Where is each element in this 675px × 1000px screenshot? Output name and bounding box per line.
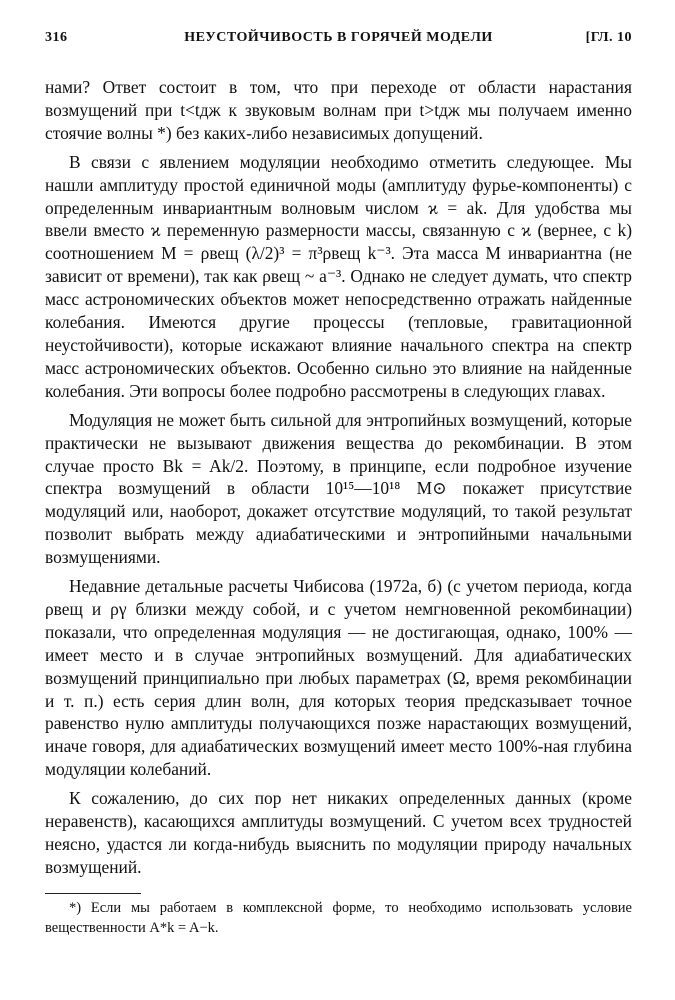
book-page bbox=[45, 30, 632, 938]
running-title: НЕУСТОЙЧИВОСТЬ В ГОРЯЧЕЙ МОДЕЛИ bbox=[184, 30, 493, 45]
page-number: 316 bbox=[45, 30, 68, 45]
paragraph-4: Недавние детальные расчеты Чибисова (1972а, б) (с учетом периода, когда ρвещ и ργ близки между собой, и с учетом немгновенной рекомбинации) показали, что определенная модуляция — не достигающая, однако, 100% — имеет место и в случае энтропийных возмущений. Для адиабатических возмущений принципиально при любых параметрах (Ω, время рекомбинации и т. п.) есть серия длин волн, для которых теория предсказывает точное равенство нулю амплитуды получающихся позже нарастающих возмущений, иначе говоря, для адиабатических возмущений имеет место 100%-ная глубина модуляции колебаний. bbox=[45, 576, 632, 780]
chapter-label: [ГЛ. 10 bbox=[585, 30, 632, 45]
paragraph-1: нами? Ответ состоит в том, что при переходе от области нарастания возмущений при t<tдж к звуковым волнам при t>tдж мы получаем именно стоячие волны *) без каких-либо независимых допущений. bbox=[45, 77, 632, 143]
footnote-separator bbox=[45, 893, 141, 894]
paragraph-2: В связи с явлением модуляции необходимо отметить следующее. Мы нашли амплитуду простой единичной моды (амплитуду фурье-компоненты) с определенным инвариантным волновым числом ϰ = ak. Для удобства мы ввели вместо ϰ переменную размерности массы, связанную с ϰ (вернее, с k) соотношением M = ρвещ (λ/2)³ = π³ρвещ k⁻³. Эта масса M инвариантна (не зависит от времени), так как ρвещ ~ a⁻³. Однако не следует думать, что спектр масс астрономических объектов может непосредственно отражать найденные колебания. Имеются другие процессы (тепловые, гравитационной неустойчивости), которые искажают влияние начального спектра на спектр масс астрономических объектов. Особенно сильно это влияние на найденные колебания. Эти вопросы более подробно рассмотрены в следующих главах. bbox=[45, 151, 632, 401]
paragraph-3: Модуляция не может быть сильной для энтропийных возмущений, которые практически не вызывают движения вещества до рекомбинации. В этом случае просто Bk = Ak/2. Поэтому, в принципе, если подробное изучение спектра возмущений в области 10¹⁵—10¹⁸ M⊙ покажет присутствие модуляций или, наоборот, докажет отсутствие модуляций, то такой результат позволит выбрать между адиабатическими и энтропийными начальными возмущениями. bbox=[45, 409, 632, 568]
footnote: *) Если мы работаем в комплексной форме, то необходимо использовать условие вещественности A*k = A−k. bbox=[45, 899, 632, 936]
paragraph-5: К сожалению, до сих пор нет никаких определенных данных (кроме неравенств), касающихся амплитуды возмущений. С учетом всех трудностей неясно, удастся ли когда-нибудь выяснить по модуляции природу начальных возмущений. bbox=[45, 788, 632, 877]
main-text bbox=[45, 76, 632, 879]
page-header bbox=[45, 30, 632, 54]
